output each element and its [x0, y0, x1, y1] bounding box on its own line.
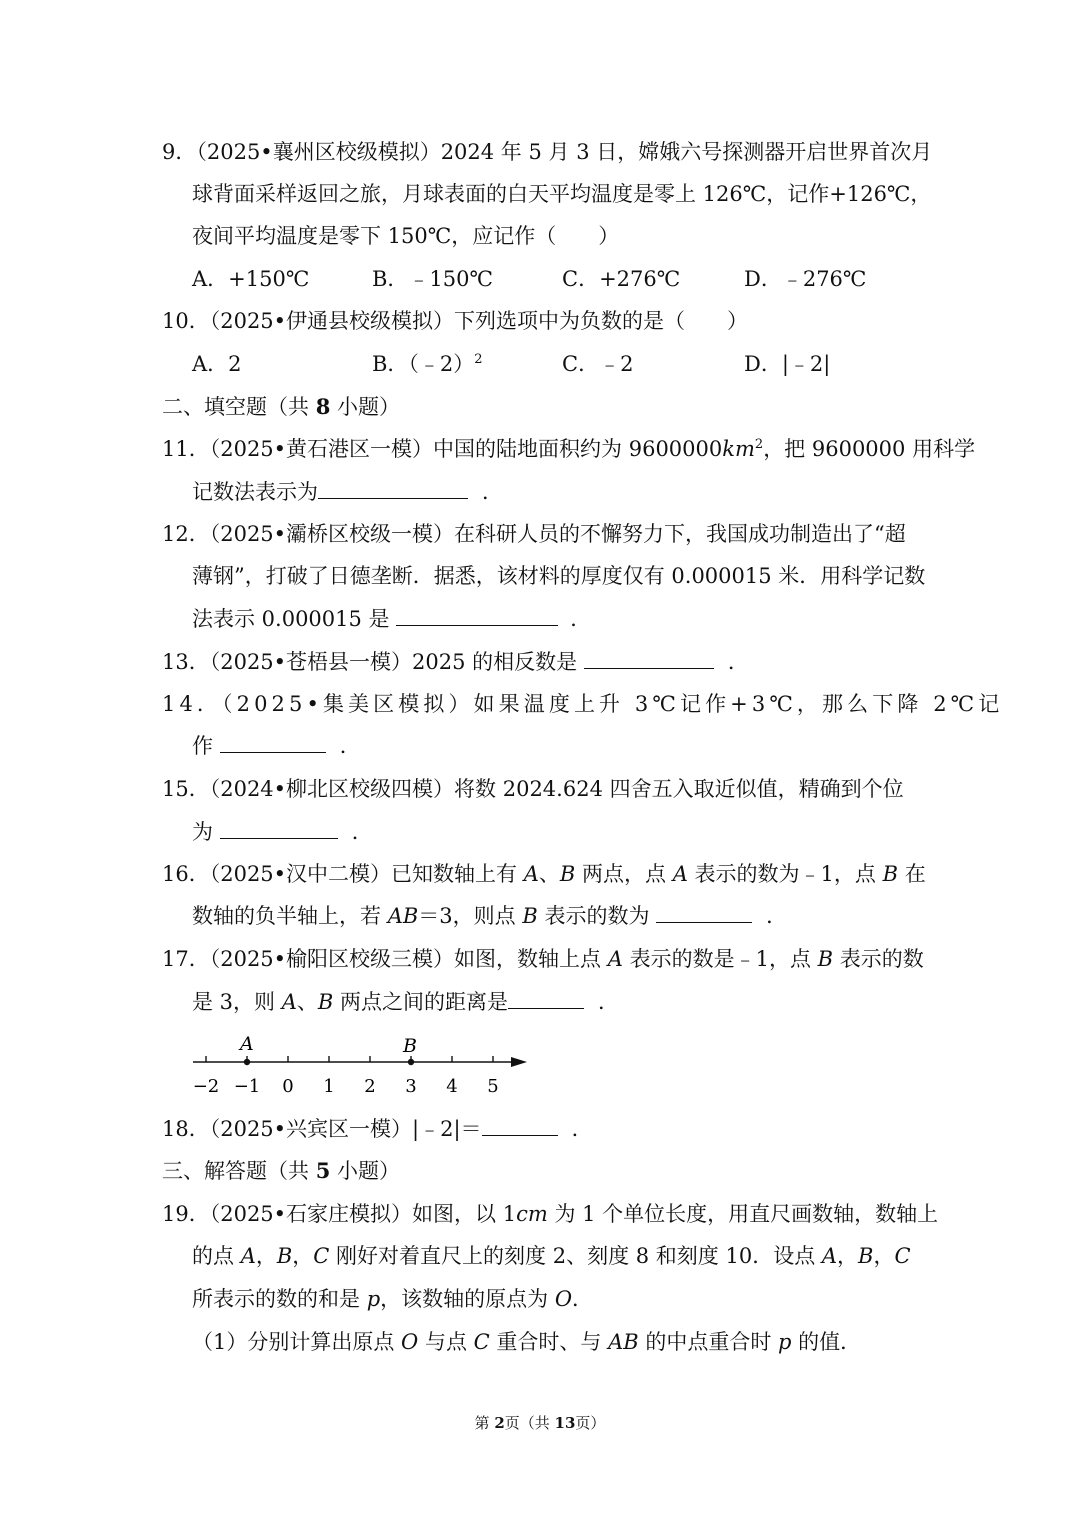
q19-line3 [192, 1285, 593, 1313]
point-a-dot [244, 1059, 250, 1065]
q19-line2 [192, 1242, 911, 1270]
q19-comma-3: ， [837, 1244, 859, 1268]
q16-line1 [162, 860, 926, 888]
q9-option-b: B．﹣150℃ [372, 267, 494, 291]
q16-text-a: 16．（2025•汉中二模）已知数轴上有 [162, 862, 524, 886]
q16-period: ． [766, 904, 788, 928]
q15-line1: 15．（2024•柳北区校级四模）将数 2024.624 四舍五入取近似值，精确到个位 [162, 777, 904, 801]
q11-line2 [192, 478, 503, 506]
q19-text-a: 19．（2025•石家庄模拟）如图，以 1 [162, 1202, 517, 1226]
q10-option-b [372, 350, 483, 378]
number-line-figure [185, 1030, 535, 1100]
q15-period: ． [351, 820, 373, 844]
q17-var-b: B [817, 947, 834, 971]
q19-var-p: p [366, 1287, 381, 1311]
q14-text: 作 [192, 734, 220, 758]
q19-sub1-text-d: 的中点重合时 [638, 1330, 779, 1354]
tick-label: −1 [233, 1076, 261, 1097]
q17-text-a: 17．（2025•榆阳区校级三模）如图，数轴上点 [162, 947, 608, 971]
q17-text-f: 两点之间的距离是 [333, 990, 509, 1014]
q15-text: 为 [192, 820, 220, 844]
q10-option-c: C．﹣2 [562, 352, 634, 376]
q14-line1: 14．（2025•集美区模拟）如果温度上升 3℃记作+3℃，那么下降 2℃记 [162, 692, 1004, 716]
q16-var-a-2: A [672, 862, 688, 886]
section-3-pre: 三、解答题（共 [162, 1159, 316, 1183]
q19-line1 [162, 1200, 938, 1228]
q17-period: ． [598, 990, 620, 1014]
q16-text-e: 在 [898, 862, 926, 886]
q15-line2 [192, 818, 373, 846]
q19-unit-cm: cm [516, 1202, 548, 1226]
q19-var-c-2: C [894, 1244, 911, 1268]
tick-label: 0 [282, 1076, 294, 1097]
q9-line3: 夜间平均温度是零下 150℃，应记作（ ） [192, 224, 620, 248]
q17-text-c: 表示的数 [833, 947, 924, 971]
q13-text: 13．（2025•苍梧县一模）2025 的相反数是 [162, 650, 584, 674]
q11-unit: km [722, 437, 755, 461]
q16-text-h: 表示的数为 [537, 904, 657, 928]
q17-text-b: 表示的数是﹣1，点 [622, 947, 818, 971]
q16-var-ab: AB [387, 904, 419, 928]
q19-sub1-text-c: 重合时、与 [489, 1330, 609, 1354]
section-2-post: 小题） [330, 395, 400, 419]
q19-var-a-2: A [821, 1244, 838, 1268]
section-3-heading [162, 1157, 400, 1185]
q19-sub1-var-p: p [778, 1330, 792, 1354]
tick-label: 1 [323, 1076, 335, 1097]
q9-option-a: A．+150℃ [192, 267, 310, 291]
q12-text: 法表示 0.000015 是 [192, 607, 397, 631]
q16-var-a: A [523, 862, 539, 886]
footer-pre: 第 [474, 1414, 495, 1432]
q19-text-b: 为 1 个单位长度，用直尺画数轴，数轴上 [547, 1202, 939, 1226]
q13-period: ． [727, 650, 749, 674]
q9-option-d: D．﹣276℃ [744, 267, 867, 291]
q10-line1: 10．（2025•伊通县校级模拟）下列选项中为负数的是（ ） [162, 309, 749, 333]
footer-page-number: 2 [494, 1414, 505, 1432]
footer-mid: 页（共 [504, 1414, 555, 1432]
q10-option-b-exponent: 2 [474, 352, 483, 367]
q16-text-d: 表示的数为﹣1，点 [687, 862, 883, 886]
q18-text: 18．（2025•兴宾区一模）|﹣2|＝ [162, 1117, 482, 1141]
q9-option-c: C．+276℃ [562, 267, 681, 291]
q15-answer-blank[interactable] [220, 820, 338, 839]
tick-label: 5 [487, 1076, 499, 1097]
q19-sub1-text-b: 与点 [418, 1330, 474, 1354]
q17-line1 [162, 945, 924, 973]
tick-label: 3 [405, 1076, 417, 1097]
q16-answer-blank[interactable] [656, 904, 752, 923]
q16-text-b: 、 [538, 862, 560, 886]
q13-line [162, 648, 749, 676]
q17-text-e: 、 [296, 990, 318, 1014]
q17-var-a: A [607, 947, 623, 971]
q19-comma-1: ， [255, 1244, 277, 1268]
q19-text-d: 刚好对着直尺上的刻度 2、刻度 8 和刻度 10．设点 [329, 1244, 822, 1268]
tick-label: 2 [364, 1076, 376, 1097]
q17-text-d: 是 3，则 [192, 990, 282, 1014]
section-2-pre: 二、填空题（共 [162, 395, 316, 419]
q12-line1: 12．（2025•灞桥区校级一模）在科研人员的不懈努力下，我国成功制造出了“超 [162, 522, 906, 546]
q10-option-a: A．2 [192, 352, 242, 376]
q14-period: ． [339, 734, 361, 758]
q16-text-c: 两点，点 [575, 862, 673, 886]
q17-var-a-2: A [281, 990, 297, 1014]
footer-post: 页） [575, 1414, 606, 1432]
q19-text-e: 所表示的数的和是 [192, 1287, 367, 1311]
q12-line3 [192, 605, 591, 633]
number-line-arrow-icon [511, 1057, 527, 1067]
q16-var-b-3: B [522, 904, 538, 928]
q19-comma-2: ， [292, 1244, 314, 1268]
q18-period: ． [571, 1117, 593, 1141]
q14-line2 [192, 732, 361, 760]
page-footer [0, 1413, 1080, 1433]
q13-answer-blank[interactable] [584, 650, 714, 669]
q12-line2: 薄钢”，打破了日德垄断．据悉，该材料的厚度仅有 0.000015 米．用科学记数 [192, 564, 926, 588]
q12-period: ． [570, 607, 592, 631]
q19-sub1-text-e: 的值． [791, 1330, 862, 1354]
section-2-heading [162, 393, 400, 421]
q19-comma-4: ， [873, 1244, 895, 1268]
q11-period: ． [482, 480, 503, 504]
q16-text-f: 数轴的负半轴上，若 [192, 904, 388, 928]
q19-text-c: 的点 [192, 1244, 241, 1268]
footer-total-pages: 13 [554, 1414, 576, 1432]
q19-text-f: ，该数轴的原点为 [380, 1287, 555, 1311]
q19-sub1-text-a: （1）分别计算出原点 [192, 1330, 402, 1354]
q17-line2 [192, 988, 619, 1016]
q19-period: ． [572, 1287, 594, 1311]
q17-answer-blank[interactable] [508, 990, 584, 1009]
q12-answer-blank[interactable] [396, 607, 558, 626]
section-3-post: 小题） [330, 1159, 400, 1183]
section-2-count: 8 [315, 394, 331, 419]
q16-line2 [192, 902, 787, 930]
q19-sub1-var-o: O [401, 1330, 419, 1354]
q11-text-c: 记数法表示为 [192, 480, 318, 504]
q18-answer-blank[interactable] [482, 1117, 558, 1136]
q19-sub1-var-ab: AB [608, 1330, 639, 1354]
q11-text-b: ，把 9600000 用科学 [763, 437, 976, 461]
point-b-dot [408, 1059, 414, 1065]
q18-line [162, 1115, 593, 1143]
q19-var-a: A [240, 1244, 256, 1268]
point-a-label: A [240, 1033, 254, 1055]
q11-unit-exponent: 2 [754, 437, 764, 452]
point-b-label: B [403, 1035, 417, 1057]
q9-line1: 9．（2025•襄州区校级模拟）2024 年 5 月 3 日，嫦娥六号探测器开启世界首次月 [162, 140, 933, 164]
q19-var-b-2: B [858, 1244, 874, 1268]
q16-var-b: B [559, 862, 576, 886]
tick-label: 4 [446, 1076, 458, 1097]
q11-answer-blank[interactable] [318, 480, 468, 499]
q10-option-b-text: B．（﹣2） [372, 352, 475, 376]
q16-text-g: ＝3，则点 [418, 904, 523, 928]
q19-sub1-var-c: C [473, 1330, 490, 1354]
q19-var-c: C [313, 1244, 330, 1268]
q11-text-a: 11．（2025•黄石港区一模）中国的陆地面积约为 9600000 [162, 437, 723, 461]
q19-var-o: O [554, 1287, 573, 1311]
q11-line1 [162, 435, 975, 463]
q14-answer-blank[interactable] [220, 734, 326, 753]
q16-var-b-2: B [882, 862, 899, 886]
section-3-count: 5 [315, 1158, 331, 1183]
q9-line2: 球背面采样返回之旅，月球表面的白天平均温度是零上 126℃，记作+126℃， [192, 182, 932, 206]
q10-option-d: D．|﹣2| [744, 352, 831, 376]
tick-label: −2 [192, 1076, 220, 1097]
q19-sub1 [192, 1328, 861, 1356]
q19-var-b: B [276, 1244, 293, 1268]
q17-var-b-2: B [317, 990, 334, 1014]
